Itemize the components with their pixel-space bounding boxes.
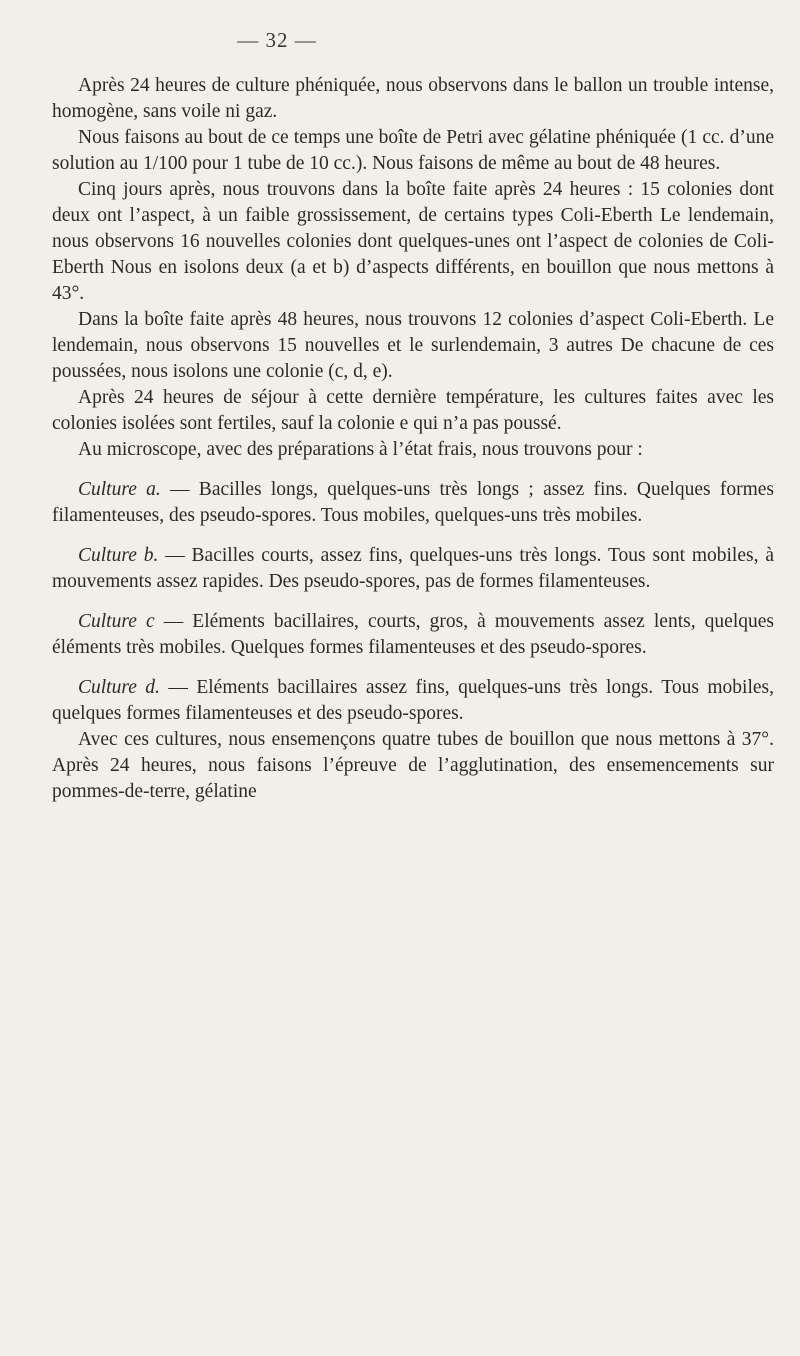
- page-number: — 32 —: [237, 28, 317, 52]
- culture-entry-b: [52, 543, 774, 595]
- culture-description: — Eléments bacillaires, courts, gros, à mouvements assez lents, quelques éléments très mobiles. Quelques formes filamenteuses et des pseudo-spores.: [52, 611, 774, 658]
- culture-label: Culture c: [78, 611, 155, 632]
- culture-entry-c: [52, 609, 774, 661]
- paragraph: Cinq jours après, nous trouvons dans la boîte faite après 24 heures : 15 colonies dont deux ont l’aspect, à un faible grossissement, de certains types Coli-Eberth Le lendemain, nous observons 16 nouvelles colonies dont quelques-unes ont l’aspect de colonies de Coli-Eberth Nous en isolons deux (a et b) d’aspects différents, en bouillon que nous mettons à 43°.: [52, 179, 774, 304]
- paragraph: Dans la boîte faite après 48 heures, nous trouvons 12 colonies d’aspect Coli-Eberth. Le lendemain, nous observons 15 nouvelles et le surlendemain, 3 autres De chacune de ces poussées, nous isolons une colonie (c, d, e).: [52, 309, 774, 382]
- culture-label: Culture a.: [78, 479, 161, 500]
- culture-description: — Bacilles courts, assez fins, quelques-uns très longs. Tous sont mobiles, à mouvements assez rapides. Des pseudo-spores, pas de formes filamenteuses.: [52, 545, 774, 592]
- paragraph: Après 24 heures de culture phéniquée, nous observons dans le ballon un trouble intense, homogène, sans voile ni gaz.: [52, 75, 774, 122]
- culture-label: Culture b.: [78, 545, 159, 566]
- paragraph: Après 24 heures de séjour à cette dernière température, les cultures faites avec les colonies isolées sont fertiles, sauf la colonie e qui n’a pas poussé.: [52, 387, 774, 434]
- culture-label: Culture d.: [78, 677, 160, 698]
- paragraph: Nous faisons au bout de ce temps une boîte de Petri avec gélatine phéniquée (1 cc. d’une solution au 1/100 pour 1 tube de 10 cc.). Nous faisons de même au bout de 48 heures.: [52, 127, 774, 174]
- paragraph: Au microscope, avec des préparations à l’état frais, nous trouvons pour :: [78, 439, 643, 460]
- closing-paragraph: Avec ces cultures, nous ensemençons quatre tubes de bouillon que nous mettons à 37°. Après 24 heures, nous faisons l’épreuve de l’agglutination, des ensemencements sur pommes-de-terre, gélatine: [52, 729, 774, 802]
- culture-description: — Bacilles longs, quelques-uns très longs ; assez fins. Quelques formes filamenteuses, des pseudo-spores. Tous mobiles, quelques-uns très mobiles.: [52, 479, 774, 526]
- document-page: [52, 28, 774, 805]
- culture-entry-d: [52, 675, 774, 727]
- culture-entry-a: [52, 477, 774, 529]
- culture-description: — Eléments bacillaires assez fins, quelques-uns très longs. Tous mobiles, quelques formes filamenteuses et des pseudo-spores.: [52, 677, 774, 724]
